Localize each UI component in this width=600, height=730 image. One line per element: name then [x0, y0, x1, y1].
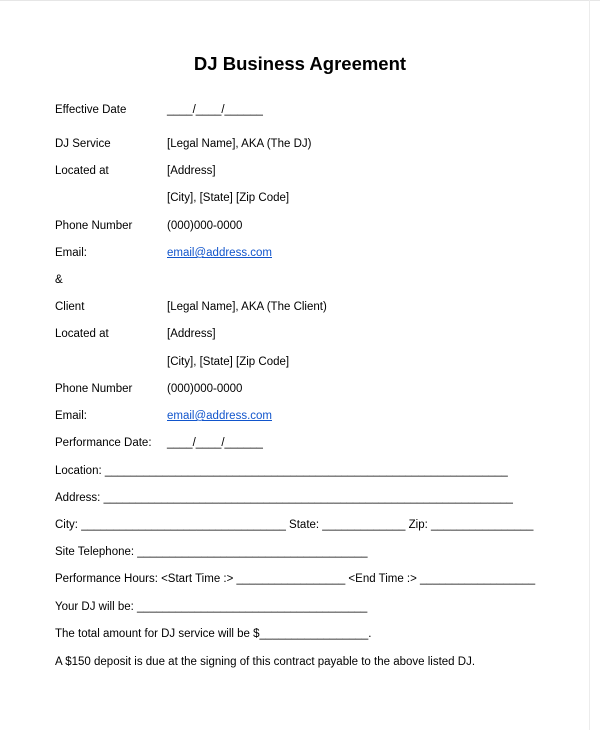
address-line[interactable]: Address: ________________________________________________________________ — [55, 492, 513, 504]
client-phone-label: Phone Number — [55, 383, 133, 395]
performance-hours-line[interactable]: Performance Hours: <Start Time :> _________________ <End Time :> __________________ — [55, 573, 536, 585]
client-located-label: Located at — [55, 328, 109, 340]
client-address: [Address] — [167, 328, 216, 340]
document-title: DJ Business Agreement — [193, 53, 407, 74]
dj-phone-label: Phone Number — [55, 220, 133, 232]
site-telephone-line[interactable]: Site Telephone: ____________________________________ — [55, 546, 368, 558]
client-phone: (000)000-0000 — [167, 383, 243, 395]
city-state-zip-line[interactable]: City: ________________________________ State: _____________ Zip: ________________ — [55, 519, 534, 531]
dj-phone: (000)000-0000 — [167, 220, 243, 232]
total-amount-line[interactable]: The total amount for DJ service will be $_________________. — [55, 628, 372, 640]
performance-date-label: Performance Date: — [55, 437, 152, 449]
your-dj-line[interactable]: Your DJ will be: ____________________________________ — [55, 601, 368, 613]
dj-address: [Address] — [167, 165, 216, 177]
location-line[interactable]: Location: _______________________________________________________________ — [55, 465, 508, 477]
dj-email-link[interactable]: email@address.com — [167, 247, 272, 259]
client-label: Client — [55, 301, 85, 313]
page-edge-right — [589, 0, 590, 730]
effective-date-field[interactable]: ____/____/______ — [167, 104, 263, 116]
effective-date-label: Effective Date — [55, 104, 127, 116]
dj-service-label: DJ Service — [55, 138, 111, 150]
dj-legal-name: [Legal Name], AKA (The DJ) — [167, 138, 312, 150]
performance-date-field[interactable]: ____/____/______ — [167, 437, 263, 449]
dj-city-state-zip: [City], [State] [Zip Code] — [167, 192, 290, 204]
client-city-state-zip: [City], [State] [Zip Code] — [167, 356, 290, 368]
dj-located-label: Located at — [55, 165, 109, 177]
page-edge — [0, 0, 600, 1]
dj-email-label: Email: — [55, 247, 87, 259]
client-email-link[interactable]: email@address.com — [167, 410, 272, 422]
client-email-label: Email: — [55, 410, 87, 422]
client-legal-name: [Legal Name], AKA (The Client) — [167, 301, 327, 313]
ampersand: & — [55, 274, 63, 286]
deposit-line: A $150 deposit is due at the signing of this contract payable to the above listed DJ. — [55, 656, 476, 668]
